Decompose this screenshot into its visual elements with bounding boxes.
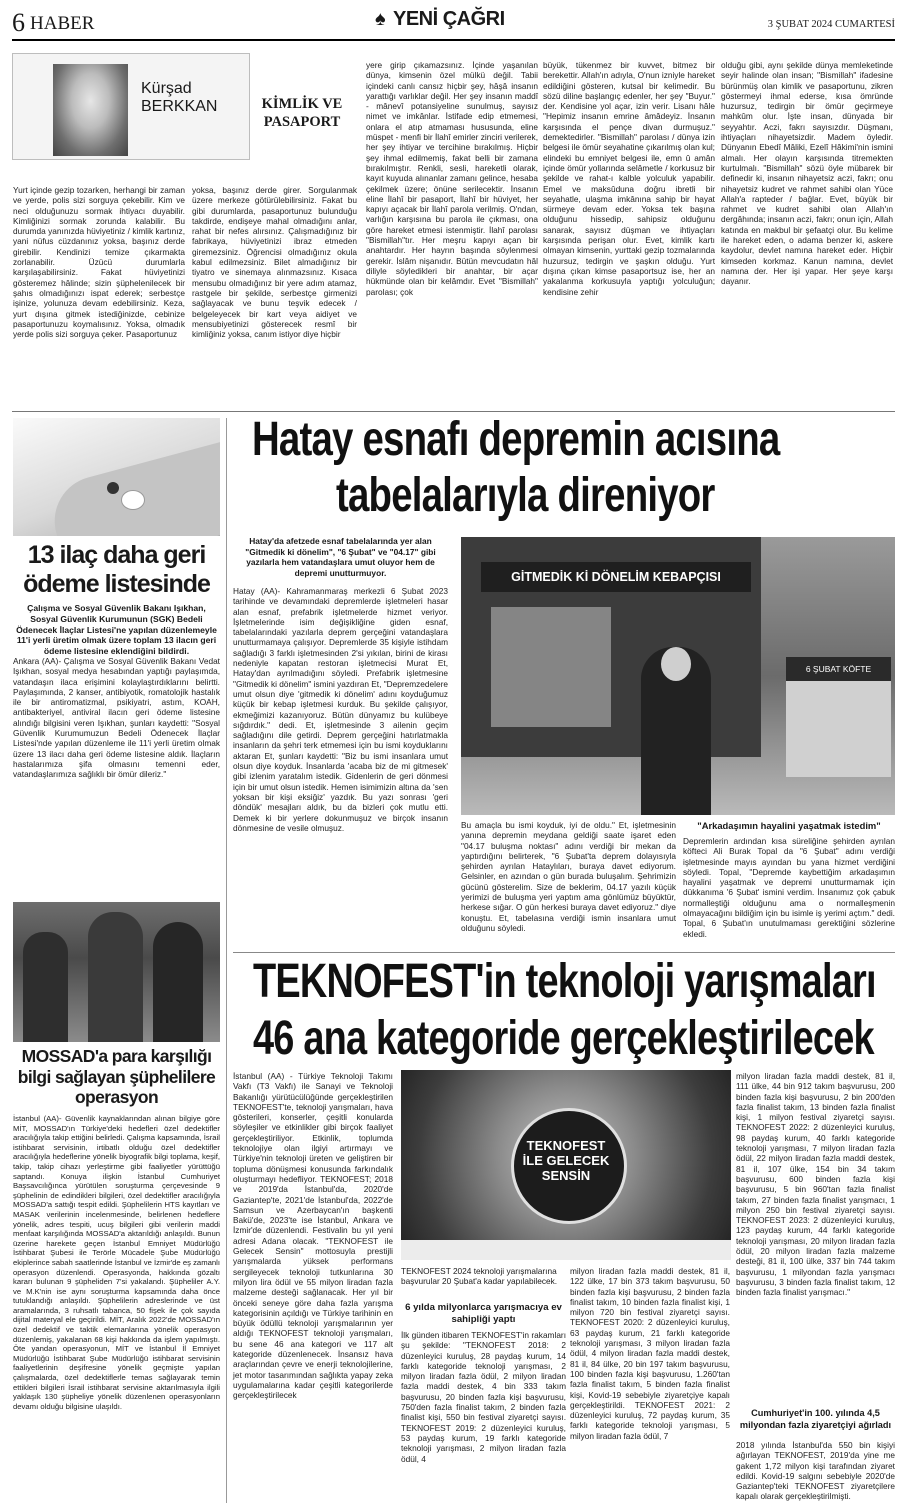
torch-icon: ♠ bbox=[375, 8, 386, 30]
teknofest-text-col4: milyon liradan fazla maddi destek, 81 il, 111 ülke, 44 bin 912 takım başvurusu, 200 binden fazla kişi başvurusu, 2 bin 200'den fazla finalist takım, 13 binden fazla finalist kişi, 1 milyon festival ziyaretçi sayısı. TEKNOFEST 2022: 2 düzenleyici kuruluş, 98 paydaş kurum, 40 farklı kategoride teknoloji yarışması, 7 milyon liradan fazla ödül, 22 milyon liradan fazla maddi destek, 81 il, 107 ülke, 154 bin 34 takım başvurusu, 600 binden fazla kişi başvurusu, 5 bin 960'tan fazla finalist takım, 27 binden fazla finalist yarışmacı, 1 milyon 250 bin festival ziyaretçi sayısı. TEKNOFEST 2023: 2 düzenleyici kuruluş, 123 paydaş kurum, 44 farklı kategoride teknoloji yarışması, 20 milyon liradan fazla ödül, 20 milyon liradan fazla malzeme desteği, 81 il, 100 ülke, 337 bin 744 takım başvurusu, 1 milyondan fazla yarışmacı başvurusu, 3 binden fazla finalist takım, 12 binden fazla finalist yarışmacı." bbox=[736, 1071, 895, 1298]
column-text-col5: olduğu gibi, aynı şekilde dünya memleketinde seyir halinde olan insan; "Bismillah" ifadesine bürünmüş olan kimlik ve pasaportunu, zikren göstermeyi ihmal ederse, kısa ömründe huzursuz, tedirgin bir ömür geçirmeye mahkûm olur. İşte insan, dünyada bir seyyahtır. Aczi, fakrı sayısızdır. Düşmanı, ihtiyaçları nihayetsizdir. Madem öyledir. Dünyanın Ebedî Mâliki, Ezelî Hâkimi'nin ismini almalı. Her olayın karşısında titremekten kurtulmalı. "Bismillah" sözü öyle mübarek bir definedir ki, insanın nihayetsiz aczi, fakrı; onu nihayetsiz kudret ve rahmet sahibi olan Yüce Allah'a rapteder / bağlar. Evet, büyük bir rahmet ve kudret sahibi olan Allah'ın dergâhında; insanın aczi, fakrı; onun için, Allah katında en makbul bir şefaatçi olur. Bu kelime ile hareket eden, o adama benzer ki, askere kaydolur, devlet namına hareket eder. Hiçbir kimseden korkmaz. Kanun namına, devlet namına der. Her işi yapar. Her şeye karşı dayanır. bbox=[721, 60, 893, 287]
poster-bottom-band bbox=[401, 1240, 731, 1260]
second-shop-sign: 6 ŞUBAT KÖFTE bbox=[786, 657, 891, 681]
teknofest-text-col5: 2018 yılında İstanbul'da 550 bin kişiyi ağırlayan TEKNOFEST, 2019'da yine me gakent 1,72 milyon kişi tarafından ziyaret edildi. Kovid-19 salgını sebebiyle 2020'de Gaziantep'teki TEKNOFEST ziyaretçilere kapalı olarak gerçekleştirilmişti. bbox=[736, 1440, 895, 1502]
columnist-photo bbox=[53, 64, 128, 156]
hatay-lead: Hatay'da afetzede esnaf tabelalarında yer alan "Gitmedik ki dönelim", "6 Şubat" ve "04.17" gibi yazılarla hem vatandaşlara umut oluyor hem de depremi unutturmuyor. bbox=[245, 536, 436, 578]
teknofest-headline-line2: 46 ana kategoride gerçekleştirilecek bbox=[253, 1012, 874, 1065]
page-number: 6 bbox=[12, 8, 25, 37]
teknofest-subhead-2: Cumhuriyet'in 100. yılında 4,5 milyondan fazla ziyaretçiyi ağırladı bbox=[739, 1408, 892, 1430]
masthead bbox=[0, 0, 907, 42]
author-first-name: Kürşad bbox=[141, 80, 192, 97]
pill-dark bbox=[107, 482, 119, 494]
hatay-headline-line2: tabelalarıyla direniyor bbox=[336, 469, 715, 522]
shop-window bbox=[491, 607, 611, 727]
teknofest-text-col3: milyon liradan fazla maddi destek, 81 il, 122 ülke, 17 bin 373 takım başvurusu, 50 binden fazla kişi başvurusu, 2 binden fazla finalist takım, 10 binden fazla finalist kişi, 1 milyon 720 bin festival ziyaretçi sayısı. TEKNOFEST 2020: 2 düzenleyici kuruluş, 63 paydaş kurum, 21 farklı kategoride teknoloji yarışması, 3 milyon liradan fazla ödül, 4 milyon liradan fazla maddi destek, 81 il, 84 ülke, 20 bin 197 takım başvurusu, 100 binden fazla kişi başvurusu, 1.260'tan fazla finalist takım, 5 binden fazla finalist kişi, Kovid-19 sebebiyle ziyaretçiye kapalı gerçekleştirildi. TEKNOFEST 2021: 2 düzenleyici kuruluş, 72 paydaş kurum, 35 farklı kategoride teknoloji yarışması, 5 milyon liradan fazla ödül, 7 bbox=[570, 1266, 730, 1441]
ilac-body: Ankara (AA)- Çalışma ve Sosyal Güvenlik Bakanı Vedat Işıkhan, sosyal medya hesabından yaptığı paylaşımda, vatandaşın ilaca erişimini kolaylaştırdıklarını belirtti. Paylaşımında, 2 kanser, antibiyotik, romatolojik hastalık ile bir antiromatizmal, psikiyatri, astım, KOAH, antibakteriyel, antiviral ilacın geri ödeme listesine alındığı bilgisini veren Işıkhan, şunları kaydetti: "Sosyal Güvenlik Kurumumuzun Bedeli Ödenecek İlaçlar Listesi'nde yapılan düzenleme ile 11'i yerli üretim olmak üzere 13 ilacı daha geri ödeme listesine aldık. İlaçların hastalarımıza şifa olmasını temenni eder, vatandaşlarımıza sağlıklı bir ömür dileriz." bbox=[13, 656, 220, 780]
teknofest-text-col1: İstanbul (AA) - Türkiye Teknoloji Takımı Vakfı (T3 Vakfı) ile Sanayi ve Teknoloji Bakanlığı yürütücülüğünde gerçekleştirilen TEKNOFEST'te, teknoloji yarışmaları, hava gösterileri, konserler, çeşitli konularda söyleşiler ve etkinlikler gibi birçok faaliyet gerçekleştiriliyor. Etkinlik, toplumda teknolojiye olan ilgiyi artırmayı ve Türkiye'nin teknoloji üreten ve geliştiren bir topluma dönüşmesi konusunda farkındalık oluşturmayı hedefliyor. TEKNOFEST; 2018 ve 2019'da İstanbul'da, 2020'de Gaziantep'te, 2021'de İstanbul'da, 2022'de Samsun ve Azerbaycan'ın başkenti Bakü'de, 2023'te ise İstanbul, Ankara ve İzmir'de düzenlendi. Festivalin bu yıl yeni adresi Adana olacak. "TEKNOFEST ile Gelecek Sensin" mottosuyla prestijli yarışmalarda yüksek performans sergileyecek teknoloji tutkunlarına 30 milyon lira ödül ve 55 milyon liradan fazla malzeme desteği sağlanacak. Her yıl bir önceki seneye göre daha fazla yarışma kategorisinin açıldığı ve Türkiye tarihinin en büyük ödüllü teknoloji yarışmalarının yer aldığı TEKNOFEST teknoloji yarışmaları, bu sene 46 ana kategori ve 117 alt kategoride düzenlenecek. İnsansız hava araçlarından çevre ve enerji teknolojilerine, jet motor tasarımından sağlıkta yapay zeka uygulamalarına kadar çeşitli kategorilerde gerçekleştirilecek bbox=[233, 1071, 393, 1401]
hatay-photo bbox=[461, 537, 895, 815]
pill-photo bbox=[13, 418, 220, 536]
hatay-subhead-2: "Arkadaşımın hayalini yaşatmak istedim" bbox=[697, 820, 881, 831]
section-name: HABER bbox=[30, 13, 95, 34]
person-figure-3 bbox=[153, 922, 203, 1042]
section-divider bbox=[12, 411, 895, 412]
hatay-text-col3: Depremlerin ardından kısa süreliğine şehirden ayrılan köfteci Ali Burak Topal da "6 Şubat" adını verdiği işletmesinde mayıs ayından bu yana hizmet verdiğini söyledi. Topal, "Depremde kaybettiğim arkadaşımın hayalini yaşatmak ve depremi unutturmamak için dükkanıma '6 Şubat' ismini verdim. İnsanımız çok çabuk normalleştiği olduğunu ama o normalleşmenin olmayacağını bildiğim için bu isimle iş yerimi açtım." dedi. Topal, 6 Şubat'ın unutulmaması gerektiğini sözlerine ekledi. bbox=[683, 836, 895, 939]
pill-white bbox=[121, 490, 145, 510]
hatay-text-col1: Hatay (AA)- Kahramanmaraş merkezli 6 Şubat 2023 tarihinde ve devamındaki depremlerde işletmeleri hasar alan esnaf, prefabrik işletmelerde hizmet veriyor. İşletmelerinde isim değişikliğine giden esnaf, tabelalarındaki yazılarla deprem gerçeğini vatandaşlara unutturmamaya çalışıyor. Depremlerde 35 kişiyle istihdam sağladığı 3 farklı işletmesinden 2'si yıkılan, birini de kirası nedeniyle kapatan restoran işletmecisi Murat Et, Hatay'dan ayrılmadığını söyledi. Prefabrik işletmesine "Gitmedik ki dönelim" ismini yazdıran Et, "Depremzedelere umut olsun diye 'gitmedik ki dönelim' adını koyduğumuz küçük bir kebap işletmesi kurduk. Bu şekilde çalışıyor, ekmeğimizi kazanıyoruz. Bütün dünyamız bu kulübeye sığdırdık." dedi. Et, işletmesinde 3 ailenin geçim sağladığını dile getirdi. Deprem gerçeğini hatırlatmakla insanların da şehri terk etmemesi için bu ismi koyduklarını aktaran Et, şunları kaydetti: "Biz bu ismi insanlara umut olsun diye koyduk. İnsanlarda 'acaba biz de mi gitmesek' gibi izlenim yaratalım istedik. Gidenlerin de geri dönmesi için bir umut olsun istedik. Hemen isimimizin altına da 'sen yoksan bir kişi eksiğiz' yazdık. Bu yazı sonrası 'geri döndük' mesajları aldık, bu da bizleri çok mutlu etti. Demek ki bir yerlere dokunmuşuz ve birçok insanın dönmesine de vesile olmuşuz. bbox=[233, 586, 448, 833]
ilac-headline: 13 ilaç daha geri ödeme listesinde bbox=[23, 541, 210, 598]
person-figure-2 bbox=[88, 912, 143, 1042]
column-text-col1: Yurt içinde gezip tozarken, herhangi bir zaman ve yerde, polis sizi sorguya çekebilir. Kim ve neci olduğunuzu sormak ihtiyacı duyabilir. Kimliğinizi sormak zorunda kalabilir. Bu durumda yanınızda hüviyetiniz / kimlik kartınız, yani nüfus cüzdanınız yoksa, başınız derde girebilir. Kendinizi temize çıkarmakta zorlanabilir. Üzücü durumlarla karşılaşabilirsiniz. Fakat hüviyetinizi gösteremez hâlinde; sizin şüphelenilecek bir şahıs olmadığınızı ispat ederek; serbestçe işinize, yolunuza devam edebilirsiniz. Keza, yurt dışına gitmek istediğinizde, cebinize pasaportunuzu koymalısınız. Yoksa, olmadık yerde polis sizi sorguya çeker. Pasaportunuz bbox=[13, 185, 185, 340]
teknofest-subhead-1: 6 yılda milyonlarca yarışmacıya ev sahipliği yaptı bbox=[405, 1302, 562, 1325]
hatay-text-col2: Bu amaçla bu ismi koyduk, iyi de oldu." Et, işletmesinin yanına depremin meydana geldiği saate işaret eden "04.17 buluşma noktası" adını verdiği bir mekan da yaptırdığını belirterek, "6 Şubat'ta deprem dolayısıyla şehirden ayrılan Hataylıları, buraya davet ediyorum. Gelsinler, en azından o gün burada buluşalım. Şehrimizin gücünü gösterelim. Size de beklerim, 04.17 yazılı küçük yerimizi de buluşma yeri yaptım ama gönlümüz büyüktür, herkese sığar. O gün herkesi buraya davet ediyoruz." diye konuştu. Et, tabelasına verdiği ismin insanlara umut olduğunu söyledi. bbox=[461, 820, 676, 933]
column-text-col2: yoksa, başınız derde girer. Sorgulanmak üzere merkeze götürülebilirsiniz. Fakat bu gibi durumlarda, pasaportunuz bulunduğu takdirde, endişeye mahal olmadığını anlar, rahat bir nefes alırsınız. Çalışmadığınız bir fabrikaya, hüviyetinizi ibraz etmeden giremezsiniz. Öğrencisi olmadığınız okula kabul edilmezsiniz. Bilet almadığınız bir tiyatro ve sinemaya alınmazsınız. Kısaca mensubu olmadığınız bir yere adım atamaz, rastgele bir şekilde, serbestçe girmenizi sağlayacak ve bunu teşvik edecek / belgeleyecek bir kart veya aidiyet ve mensubiyetinizi gösterecek resmî bir kimliğiniz yoksa, canım istiyor diye hiçbir bbox=[192, 185, 357, 340]
ilac-lead: Çalışma ve Sosyal Güvenlik Bakanı Işıkhan, Sosyal Güvenlik Kurumunun (SGK) Bedeli Ödenecek İlaçlar Listesi'ne yapılan düzenlemeyle 11'i yerli üretim olmak üzere toplam 13 ilacın geri ödeme listesine eklendiğini bildirdi. bbox=[16, 603, 217, 657]
teknofest-poster bbox=[401, 1070, 731, 1260]
column-title: KİMLİK VE PASAPORT bbox=[261, 96, 343, 130]
issue-date: 3 ŞUBAT 2024 CUMARTESİ bbox=[767, 19, 895, 30]
mossad-headline: MOSSAD'a para karşılığı bilgi sağlayan şüphelilere operasyon bbox=[17, 1046, 216, 1107]
mossad-body: İstanbul (AA)- Güvenlik kaynaklarından alınan bilgiye göre MİT, MOSSAD'ın Türkiye'deki hedefleri özel dedektifler aracılığıyla takip ettiğini belirledi. Çalışma kapsamında, İsrail istihbarat servisinin, irtibatlı olduğu özel dedektifler aracılığıyla hedeflerine yönelik biyografik bilgi toplama, keşif, takip, takip cihazı yerleştirme gibi faaliyetler yürüttüğü saptandı. Konuya ilişkin İstanbul Cumhuriyet Başsavcılığınca yürütülen soruşturma çerçevesinde 9 şüphelinin de edindikleri bilgileri, özel dedektifler aracılığıyla MOSSAD'a sattığı tespit edildi. Şüphelilerin HTS kayıtları ve MASAK verilerinin incelenmesinde, belirlenen hedeflere yönelik, adres tespiti, ucuş bilgileri gibi verilerin maddi menfaat karşılığında MOSSAD'a aktarıldığı anlaşıldı. Bunun üzerine harekete geçen İstanbul Emniyet Müdürlüğü İstihbarat Şubesi ile Terörle Mücadele Şube Müdürlüğü ekiplerince sabah saatlerinde İstanbul ve İzmir'de eş zamanlı operasyon düzenlendi. Operasyonda, hakkında gözaltı kararı bulunan 9 şüpheliden 7'si yakalandı. Şüpheliler A.Y. ve M.K'nin ise aynı soruşturma kapsamında daha önce tutuklandığı anlaşıldı. Şüphelilerin adreslerinde ve üst aramalarında, 3 ruhsatlı tabanca, 50 fişek ile çok sayıda dijital materyal ele geçirildi. MİT, Aralık 2022'de MOSSAD'ın özel dedektif ve taktik elemanlarına yönelik operasyon düzenlemiş, yakalanan 68 kişi hakkında da işlem yapılmıştı. Öte yandan operasyonun, MİT ve İstanbul İl Emniyet Müdürlüğü İstihbarat Şube Müdürlüğü istihbarat servisinin faaliyetlerinin deşifresine yönelik geçmişte yapılan çalışmalarda, özel dedektiflerle temas sağlayarak temin ettikleri bilgileri İsrail istihbarat servisine aktarılmasıyla ilgili yaklaşık 130 şüpheliye yönelik düzenlenen operasyonların devamı olduğu bilgisine ulaşıldı. bbox=[13, 1114, 221, 1411]
shop-sign: GİTMEDİK Kİ DÖNELİM KEBAPÇISI bbox=[481, 562, 751, 592]
teknofest-top-rule bbox=[233, 952, 895, 953]
column-text-col4: büyük, tükenmez bir kuvvet, bitmez bir berekettir. Allah'ın adıyla, O'nun izniyle hareket edildiğini gösteren, kutsal bir kelimedir. Bu sözü diline başlangıç edenler, her şey "Buyur." der. Kendisine yol açar, izin verir. Lisanı hâle "Hepimiz insanın emrine âmâdeyiz. İnsanın karşısında el pençe divan durmuşuz." demektedirler. "Bismillah" parolası / dünya izin belgesi ile ömür seyahatine çıkarılmış olan kul; elindeki bu emniyet belgesi ile, emn û amân içinde ömür yollarında selâmetle / korkusuz bir şekilde ve rahat-ı kalble yolculuk yapabilir. Emel ve maksûduna doğru ibretli bir seyahatle, ulaşma imkânına sahip bir hayat sürmeye devam eder. Yoksa tek başına olduğunu hissedip, sahipsiz olduğunu sanarak, sayısız düşman ve ihtiyaçları karşısında perişan olur. Evet, kimlik kartı olmayan kimsenin, yurttaki gezip tozmalarında huzursuz, tedirgin ve şaşkın olduğu. Yurt dışına çıkan kimse pasaportsuz ise, her an yakalanma korkusuyla yaptığı yolculuğun; kendisine zehir bbox=[543, 60, 715, 297]
hand-shape bbox=[45, 440, 220, 536]
column-text-col3: yere girip çıkamazsınız. İçinde yaşanılan dünya, kimsenin özel mülkü değil. Tabii içindeki canlı cansız hiçbir şey, hâşâ insanın yarattığı varlıklar değil. Her şey insanın maddî - mânevî potansiyeline sunulmuş, sayısız nimet ve imkânlar. İstifade edip etmemesi, onlara el atıp atmaması hususunda, eline müspet - menfi bir İlahî emirler zinciri verilerek, her şey ihtiyar ve tercihine bırakılmış. Hiçbir şey ihmal edilmemiş, fakat belli bir zamana bırakılmıştır. Renkli, sesli, hareketli olarak, kayıt kuyuda alınanlar zamanı gelince, hesaba çekilmek üzere; önüne serilecektir. İnsanın eline İlahî bir pasaport, İlahî bir hüviyet, her kapıyı açacak bir İlahî parola verilmiş. O'ndan, varlığın karşısına bu parola ile çıkması, ona göre hareket etmesi istenmiştir. İlahî parolası "Bismillah"tır. Her meşru kapıyı açan bir anahtardır. Her hayrın başında söylenmesi gerekir. İslâm nişanıdır. Bütün mevcudatın hâl diliyle söyledikleri bir anahtar, bir açar hükmünde olan bir kelâmdır. Evet "Bismillah" parolası; çok bbox=[366, 60, 538, 297]
hatay-headline-line1: Hatay esnafı depremin acısına bbox=[252, 413, 780, 466]
person-figure-1 bbox=[23, 932, 68, 1042]
newspaper-logo: ♠ YENİ ÇAĞRI bbox=[375, 8, 505, 30]
columnist-box bbox=[12, 53, 250, 160]
vertical-divider bbox=[226, 418, 227, 1503]
man-face bbox=[661, 647, 691, 681]
masthead-rule bbox=[12, 39, 895, 41]
poster-title: TEKNOFEST İLE GELECEK SENSİN bbox=[522, 1138, 610, 1183]
teknofest-headline-line1: TEKNOFEST'in teknoloji yarışmaları bbox=[253, 955, 876, 1008]
teknofest-caption: TEKNOFEST 2024 teknoloji yarışmalarına başvurular 20 Şubat'a kadar yapılabilecek. bbox=[401, 1266, 558, 1287]
mossad-photo bbox=[13, 902, 220, 1042]
author-last-name: BERKKAN bbox=[141, 98, 218, 115]
teknofest-text-col2: İlk günden itibaren TEKNOFEST'in rakamları şu şekilde: "TEKNOFEST 2018: 2 düzenleyici kuruluş, 28 paydaş kurum, 14 farklı kategoride teknoloji yarışması, 2 milyon liradan fazla ödül, 2 milyon liradan fazla maddi destek, 4 bin 333 takım başvurusu, 20 binden fazla kişi başvurusu, 750'den fazla finalist takım, 2 binden fazla finalist kişi, 550 bin festival ziyaretçi sayısı. TEKNOFEST 2019: 2 düzenleyici kuruluş, 53 paydaş kurum, 19 farklı kategoride teknoloji yarışması, 2 milyon liradan fazla ödül, 4 bbox=[401, 1330, 566, 1464]
